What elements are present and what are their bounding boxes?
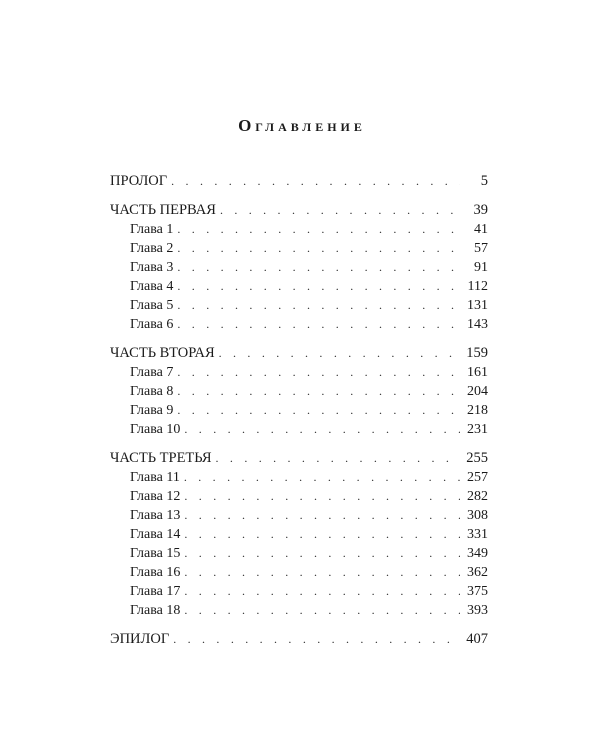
dot-leader xyxy=(171,172,460,191)
toc-entry-label: ЧАСТЬ ПЕРВАЯ xyxy=(110,202,216,218)
dot-leader xyxy=(184,506,460,525)
dot-leader xyxy=(177,239,460,258)
dot-leader xyxy=(173,630,460,649)
toc-entry-label: Глава 7 xyxy=(130,365,174,380)
dot-leader xyxy=(219,344,460,363)
toc-entry-page: 331 xyxy=(467,527,488,542)
toc-entry-label: Глава 1 xyxy=(130,222,174,237)
toc-entry-epilogue xyxy=(110,630,488,649)
table-of-contents xyxy=(110,172,488,649)
toc-entry-part-2 xyxy=(110,344,488,363)
toc-entry-label: ЧАСТЬ ВТОРАЯ xyxy=(110,345,215,361)
toc-entry-label: Глава 12 xyxy=(130,489,181,504)
toc-entry-page: 57 xyxy=(474,241,488,256)
toc-entry-label: Глава 10 xyxy=(130,422,181,437)
dot-leader xyxy=(177,315,460,334)
toc-entry-label: Глава 15 xyxy=(130,546,181,561)
toc-entry-page: 204 xyxy=(467,384,488,399)
toc-entry-page: 393 xyxy=(467,603,488,618)
toc-entry-page: 91 xyxy=(474,260,488,275)
toc-entry-chapter-12 xyxy=(110,487,488,506)
toc-entry-page: 375 xyxy=(467,584,488,599)
toc-entry-page: 112 xyxy=(467,279,488,294)
toc-entry-page: 131 xyxy=(467,298,488,313)
toc-entry-label: Глава 16 xyxy=(130,565,181,580)
toc-entry-page: 282 xyxy=(467,489,488,504)
toc-entry-label: Глава 18 xyxy=(130,603,181,618)
toc-entry-prologue xyxy=(110,172,488,191)
toc-entry-chapter-5 xyxy=(110,296,488,315)
dot-leader xyxy=(216,449,460,468)
toc-entry-label: Глава 4 xyxy=(130,279,174,294)
toc-entry-chapter-10 xyxy=(110,420,488,439)
toc-entry-chapter-6 xyxy=(110,315,488,334)
toc-entry-chapter-15 xyxy=(110,544,488,563)
dot-leader xyxy=(184,525,460,544)
toc-entry-page: 159 xyxy=(466,345,488,361)
toc-entry-page: 407 xyxy=(466,631,488,647)
toc-entry-label: Глава 13 xyxy=(130,508,181,523)
dot-leader xyxy=(177,401,460,420)
dot-leader xyxy=(184,601,460,620)
toc-entry-label: Глава 9 xyxy=(130,403,174,418)
toc-entry-chapter-9 xyxy=(110,401,488,420)
toc-entry-label: ПРОЛОГ xyxy=(110,173,168,189)
dot-leader xyxy=(177,277,460,296)
toc-entry-label: Глава 11 xyxy=(130,470,180,485)
toc-entry-chapter-2 xyxy=(110,239,488,258)
toc-entry-page: 255 xyxy=(466,450,488,466)
toc-entry-page: 41 xyxy=(474,222,488,237)
toc-title: Оглавление xyxy=(238,116,366,135)
toc-entry-page: 161 xyxy=(467,365,488,380)
toc-entry-chapter-13 xyxy=(110,506,488,525)
dot-leader xyxy=(184,468,460,487)
dot-leader xyxy=(184,487,460,506)
dot-leader xyxy=(177,220,460,239)
toc-entry-part-1 xyxy=(110,201,488,220)
toc-entry-page: 5 xyxy=(480,173,488,189)
toc-entry-page: 308 xyxy=(467,508,488,523)
toc-entry-label: Глава 3 xyxy=(130,260,174,275)
toc-entry-label: Глава 17 xyxy=(130,584,181,599)
toc-entry-page: 231 xyxy=(467,422,488,437)
toc-entry-part-3 xyxy=(110,449,488,468)
toc-entry-chapter-8 xyxy=(110,382,488,401)
dot-leader xyxy=(184,582,460,601)
toc-entry-page: 362 xyxy=(467,565,488,580)
toc-entry-page: 257 xyxy=(467,470,488,485)
toc-entry-chapter-1 xyxy=(110,220,488,239)
toc-entry-label: Глава 5 xyxy=(130,298,174,313)
toc-entry-chapter-3 xyxy=(110,258,488,277)
toc-entry-chapter-18 xyxy=(110,601,488,620)
toc-entry-page: 143 xyxy=(467,317,488,332)
toc-entry-label: ЧАСТЬ ТРЕТЬЯ xyxy=(110,450,212,466)
toc-entry-chapter-17 xyxy=(110,582,488,601)
dot-leader xyxy=(177,258,460,277)
dot-leader xyxy=(184,563,460,582)
toc-entry-label: Глава 14 xyxy=(130,527,181,542)
toc-entry-label: Глава 2 xyxy=(130,241,174,256)
dot-leader xyxy=(177,382,460,401)
toc-entry-label: Глава 8 xyxy=(130,384,174,399)
toc-entry-page: 349 xyxy=(467,546,488,561)
toc-entry-page: 218 xyxy=(467,403,488,418)
dot-leader xyxy=(177,363,460,382)
toc-entry-chapter-14 xyxy=(110,525,488,544)
toc-entry-label: Глава 6 xyxy=(130,317,174,332)
toc-entry-page: 39 xyxy=(473,202,488,218)
dot-leader xyxy=(184,420,460,439)
toc-entry-chapter-11 xyxy=(110,468,488,487)
toc-entry-chapter-7 xyxy=(110,363,488,382)
dot-leader xyxy=(184,544,460,563)
toc-entry-chapter-4 xyxy=(110,277,488,296)
dot-leader xyxy=(220,201,460,220)
dot-leader xyxy=(177,296,460,315)
toc-entry-chapter-16 xyxy=(110,563,488,582)
toc-entry-label: ЭПИЛОГ xyxy=(110,631,170,647)
